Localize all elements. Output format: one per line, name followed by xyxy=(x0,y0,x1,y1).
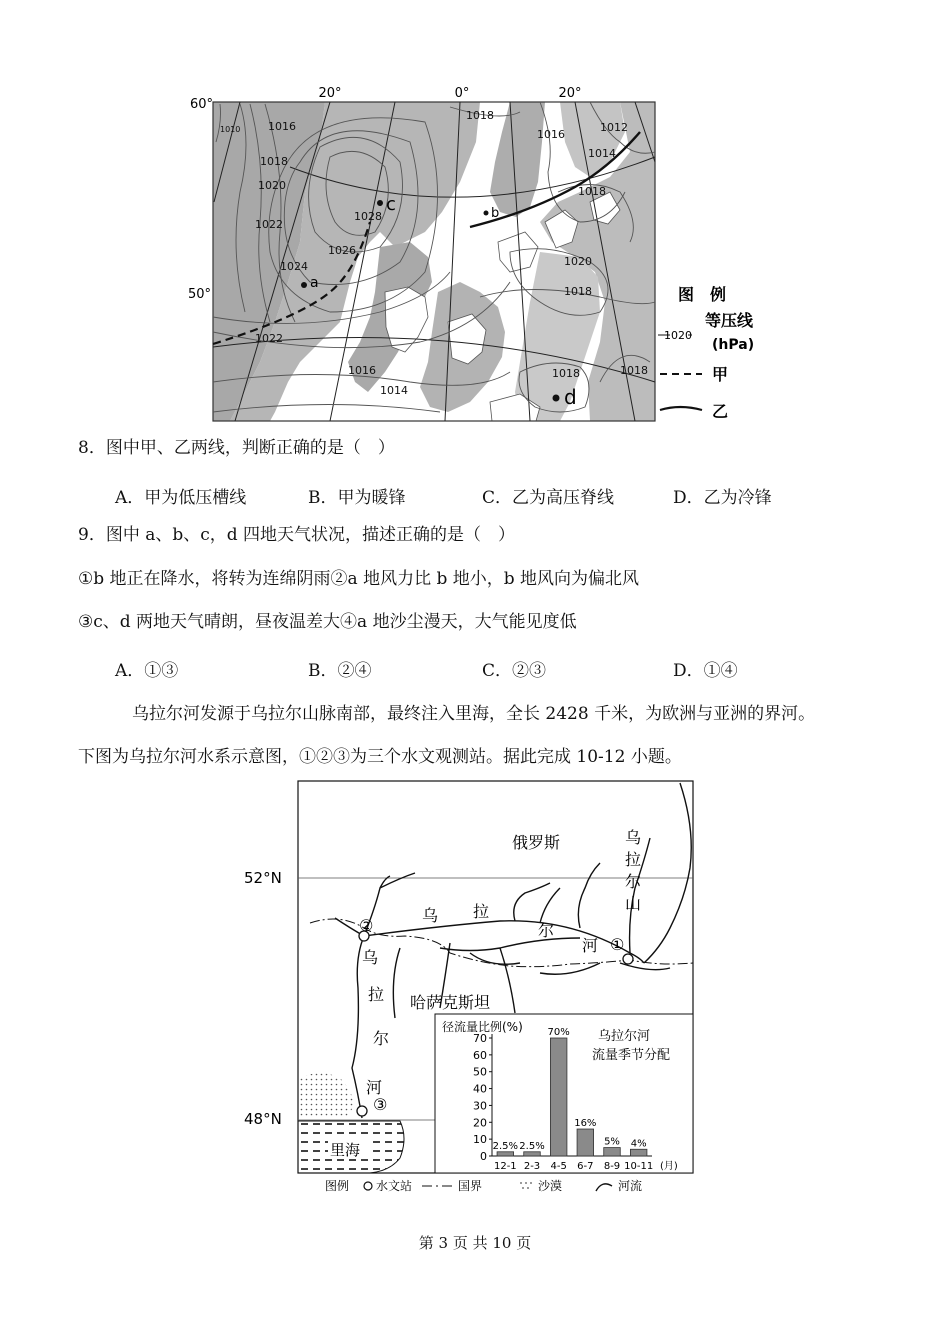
svg-text:河: 河 xyxy=(582,936,599,955)
chart-category-label: 8-9 xyxy=(603,1161,621,1172)
chart-value-label: 2.5% xyxy=(519,1140,545,1152)
station-label: ③ xyxy=(373,1095,388,1114)
chart-bar xyxy=(524,1152,541,1156)
q9-option-d[interactable]: D．①④ xyxy=(673,661,738,681)
isobar-label: 1012 xyxy=(600,121,628,134)
isobar-label: 1016 xyxy=(268,120,296,133)
q8-option-a[interactable]: A．甲为低压槽线 xyxy=(115,488,247,508)
isobar-label: 1010 xyxy=(220,125,241,134)
isobar-label: 1018 xyxy=(564,285,592,298)
station-label: ② xyxy=(359,916,374,935)
isobar-label: 1024 xyxy=(280,260,308,273)
chart-y-tick-label: 0 xyxy=(480,1150,487,1163)
svg-text:尔: 尔 xyxy=(538,921,555,940)
chart-y-tick-label: 60 xyxy=(473,1048,487,1062)
kazakhstan-label: 哈萨克斯坦 xyxy=(410,993,491,1012)
chart-category-label: 2-3 xyxy=(523,1161,541,1172)
legend-river: 河流 xyxy=(618,1179,643,1193)
svg-text:尔: 尔 xyxy=(373,1029,390,1048)
chart-value-label: 4% xyxy=(630,1138,647,1150)
chart-title-line1: 乌拉尔河 xyxy=(598,1029,651,1044)
svg-text:河: 河 xyxy=(366,1078,383,1097)
chart-ylabel: 径流量比例(%) xyxy=(442,1020,523,1034)
station-label: ① xyxy=(610,935,625,954)
legend-isobar-unit: (hPa) xyxy=(712,337,755,353)
map1-legend xyxy=(658,285,754,421)
q9-option-b[interactable]: B．②④ xyxy=(308,661,372,681)
chart-y-tick-label: 40 xyxy=(473,1082,487,1096)
svg-text:山: 山 xyxy=(625,894,642,913)
lat-label: 50° xyxy=(188,287,212,302)
legend-desert: 沙漠 xyxy=(538,1179,563,1193)
isobar-label: 1022 xyxy=(255,332,283,345)
lat-label: 60° xyxy=(190,97,214,112)
station-1-marker xyxy=(623,954,633,964)
chart-y-tick-label: 70 xyxy=(473,1032,487,1045)
intro-line2: 下图为乌拉尔河水系示意图，①②③为三个水文观测站。据此完成 10-12 小题。 xyxy=(78,747,682,767)
map2-legend xyxy=(325,1178,642,1193)
station-3-marker xyxy=(357,1106,367,1116)
q8-option-c[interactable]: C．乙为高压脊线 xyxy=(482,488,615,508)
chart-value-label: 16% xyxy=(574,1118,597,1130)
legend-border: 国界 xyxy=(458,1179,483,1193)
q8-option-d[interactable]: D．乙为冷锋 xyxy=(673,488,772,508)
chart-value-label: 5% xyxy=(604,1136,620,1148)
isobar-label: 1016 xyxy=(348,364,376,377)
page-footer: 第 3 页 共 10 页 xyxy=(418,1234,532,1252)
q9-statement-line2: ③c、d 两地天气晴朗，昼夜温差大④a 地沙尘漫天，大气能见度低 xyxy=(78,612,577,632)
point-label: a xyxy=(310,275,319,291)
isobar-label: 1018 xyxy=(552,367,580,380)
chart-y-tick-label: 10 xyxy=(473,1133,487,1147)
point-a-marker xyxy=(301,282,307,288)
q9-option-c[interactable]: C．②③ xyxy=(482,661,547,681)
q8-option-b[interactable]: B．甲为暖锋 xyxy=(308,488,406,508)
legend-title: 图 例 xyxy=(678,285,727,304)
chart-value-label: 70% xyxy=(547,1027,570,1038)
point-c-marker xyxy=(377,200,383,206)
point-b-marker xyxy=(484,211,489,216)
legend-isobar-label: 等压线 xyxy=(705,311,754,330)
svg-text:乌: 乌 xyxy=(625,828,642,847)
q9-option-a[interactable]: A．①③ xyxy=(115,661,179,681)
point-label: d xyxy=(564,385,577,409)
legend-jia: 甲 xyxy=(712,365,729,384)
legend-station: 水文站 xyxy=(376,1179,413,1193)
legend-prefix: 图例 xyxy=(325,1179,350,1193)
chart-value-label: 2.5% xyxy=(492,1140,519,1152)
isobar-label: 1016 xyxy=(537,128,565,141)
isobar-label: 1014 xyxy=(588,147,616,160)
lon-label: 0° xyxy=(454,86,470,101)
svg-text:拉: 拉 xyxy=(473,902,490,921)
chart-bar xyxy=(497,1152,514,1156)
isobar-label: 1018 xyxy=(620,364,648,377)
caspian-label: 里海 xyxy=(330,1141,361,1159)
point-d-marker xyxy=(553,395,560,402)
svg-text:乌: 乌 xyxy=(422,906,439,925)
isobar-map xyxy=(180,82,770,427)
legend-yi: 乙 xyxy=(712,402,729,421)
chart-bar xyxy=(577,1129,594,1156)
chart-y-tick-label: 30 xyxy=(473,1099,487,1113)
intro-line1: 乌拉尔河发源于乌拉尔山脉南部，最终注入里海，全长 2428 千米，为欧洲与亚洲的界河。 xyxy=(132,704,816,724)
isobar-label: 1014 xyxy=(380,384,408,397)
lon-label: 20° xyxy=(558,86,582,101)
svg-text:乌: 乌 xyxy=(362,948,379,967)
svg-text:拉: 拉 xyxy=(368,985,385,1004)
chart-bar xyxy=(630,1149,647,1156)
isobar-label: 1020 xyxy=(564,255,592,268)
chart-y-tick-label: 20 xyxy=(473,1116,487,1130)
russia-label: 俄罗斯 xyxy=(512,833,561,852)
chart-category-label: 6-7 xyxy=(577,1161,594,1172)
isobar-label: 1026 xyxy=(328,244,356,257)
isobar-label: 1018 xyxy=(578,185,606,198)
lon-label: 20° xyxy=(318,86,342,101)
chart-category-label: 4-5 xyxy=(550,1161,567,1172)
legend-isobar-value: 1020 xyxy=(664,329,692,342)
isobar-label: 1028 xyxy=(354,210,382,223)
chart-category-label: 12-1 xyxy=(493,1161,517,1172)
svg-text:尔: 尔 xyxy=(625,872,642,891)
chart-x-unit: (月) xyxy=(660,1161,678,1172)
q9-statement-line1: ①b 地正在降水，将转为连绵阴雨②a 地风力比 b 地小，b 地风向为偏北风 xyxy=(78,569,640,589)
chart-title-line2: 流量季节分配 xyxy=(592,1048,671,1063)
chart-bar xyxy=(550,1038,567,1156)
chart-category-label: 10-11 xyxy=(624,1161,654,1172)
chart-bar xyxy=(604,1148,621,1156)
isobar-label: 1022 xyxy=(255,218,283,231)
ural-river-map xyxy=(240,778,710,1198)
point-label: c xyxy=(386,194,396,215)
isobar-label: 1018 xyxy=(260,155,288,168)
point-label: b xyxy=(491,206,500,221)
q9-stem: 9．图中 a、b、c，d 四地天气状况，描述正确的是（ ） xyxy=(78,525,516,545)
q8-stem: 8．图中甲、乙两线，判断正确的是（ ） xyxy=(78,438,395,458)
lat-label: 52°N xyxy=(244,869,282,887)
isobar-label: 1018 xyxy=(466,109,494,122)
lat-label: 48°N xyxy=(244,1110,282,1128)
isobar-label: 1020 xyxy=(258,179,286,192)
svg-text:拉: 拉 xyxy=(625,850,642,869)
chart-y-tick-label: 50 xyxy=(473,1065,487,1079)
